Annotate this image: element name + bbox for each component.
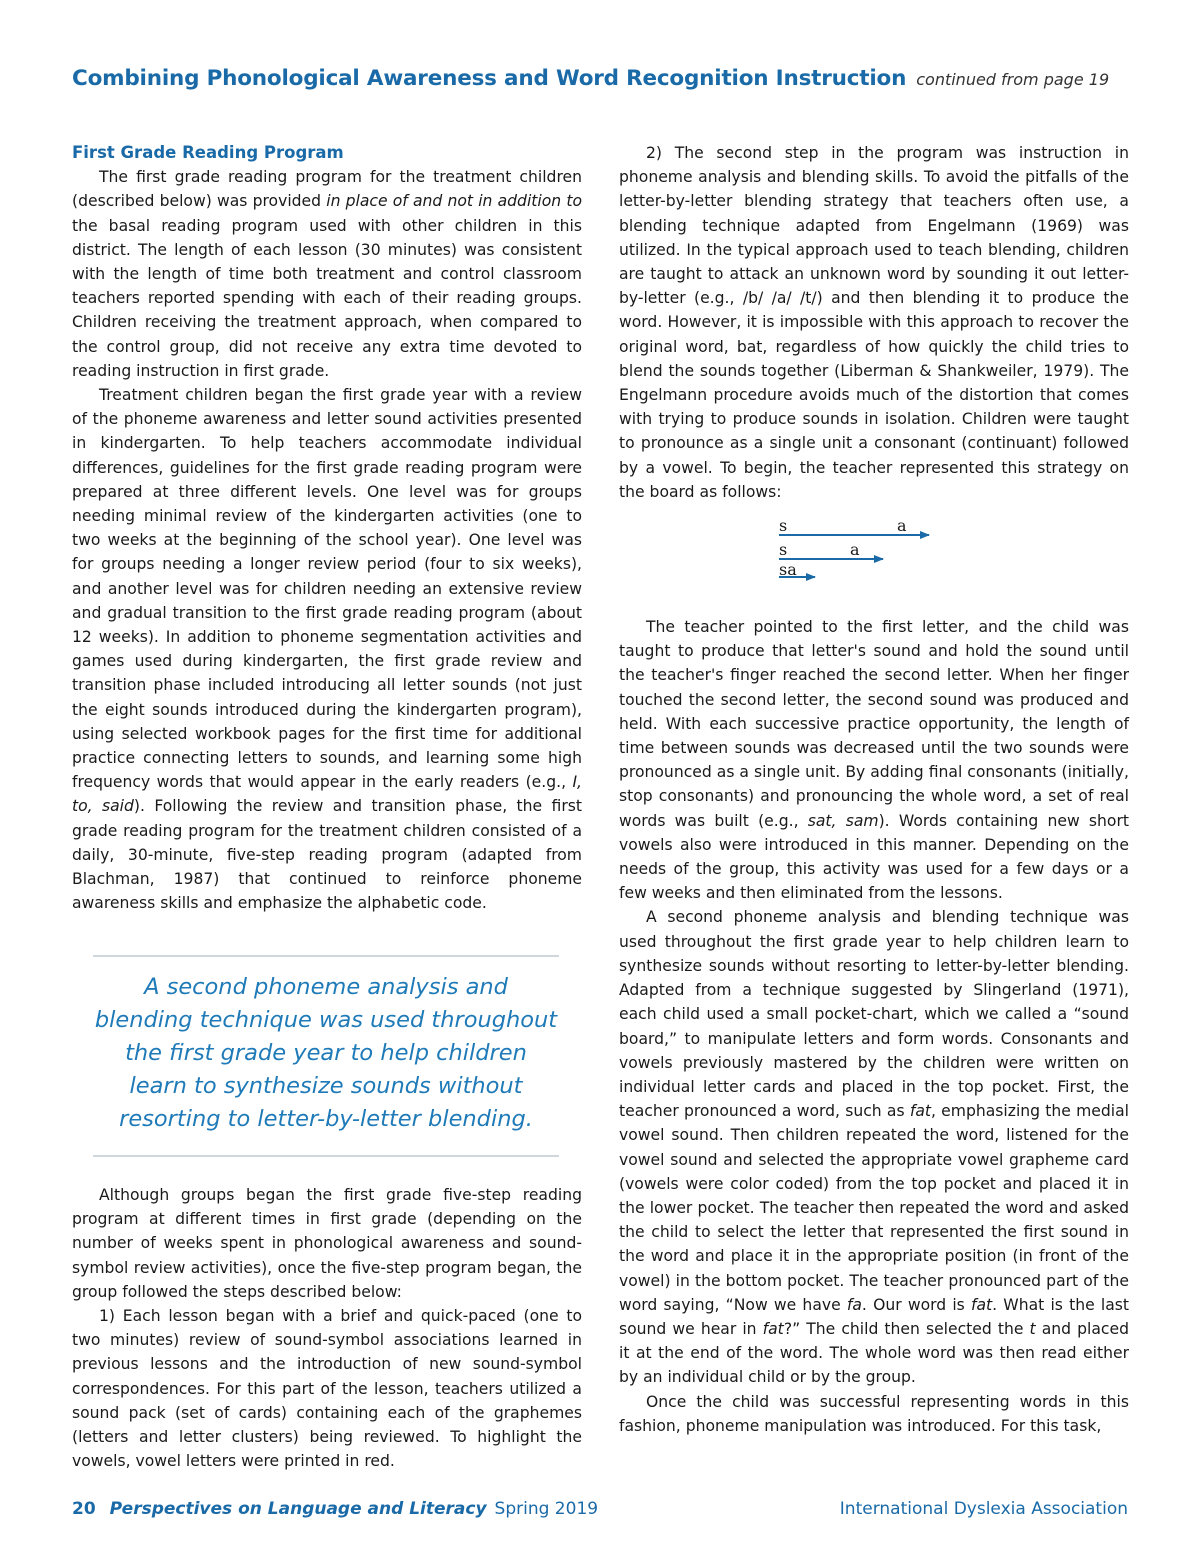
continued-note: continued from page 19 <box>916 70 1110 89</box>
diagram-letter: s <box>779 516 788 535</box>
article-title: Combining Phonological Awareness and Word Recognition Instruction <box>72 66 907 91</box>
text-run: , emphasizing the medial vowel sound. Then children repeated the word, listened for the vowel sound and selected the appropriate vowel grapheme card (vowels were color coded) from the top pocket and placed it in the lower pocket. The teacher then repeated the word and asked the child to select the letter that represented the first sound in the word and place it in the appropriate position (in front of the vowel) in the bottom pocket. The teacher pronounced part of the word saying, “Now we have <box>619 1102 1130 1314</box>
diagram-letter: sa <box>779 560 797 579</box>
blending-diagram <box>775 515 945 587</box>
text-run: ). Words containing new short vowels also were introduced in this manner. Depending on the needs of the group, this activity was used for a few days or a few weeks and then eliminated from the lessons. <box>619 811 1129 903</box>
emphasis-text: fat <box>762 1319 784 1338</box>
page-footer-left <box>72 1499 598 1519</box>
paragraph <box>72 165 582 383</box>
paragraph <box>619 905 1129 1389</box>
text-run: ?” The child then selected the <box>783 1319 1030 1338</box>
paragraph: 1) Each lesson began with a brief and quick-paced (one to two minutes) review of sound-symbol associations learned in previous lessons and the introduction of new sound-symbol correspondences. For this part of the lesson, teachers utilized a sound pack (set of cards) containing each of the graphemes (letters and letter clusters) being reviewed. To highlight the vowels, vowel letters were printed in red. <box>72 1307 582 1471</box>
emphasis-text: fa <box>846 1295 862 1314</box>
emphasis-text: I, to, said <box>72 773 582 816</box>
emphasis-text: fat <box>909 1102 931 1121</box>
left-column-top <box>72 141 582 916</box>
text-run: The first grade reading program for the treatment children (described below) was provided <box>72 168 582 211</box>
emphasis-text: sat, sam <box>807 811 879 830</box>
right-column <box>619 141 1129 1438</box>
diagram-letter: a <box>850 540 860 559</box>
text-run: ). Following the review and transition phase, the first grade reading program for the treatment children consisted of a daily, 30-minute, five-step reading program (adapted from Blachman, 1987) that continued to reinforce phoneme awareness skills and emphasize the alphabetic code. <box>72 797 582 913</box>
text-run: Treatment children began the first grade year with a review of the phoneme awareness and letter sound activities presented in kindergarten. To help teachers accommodate individual differences, guidelines for the first grade reading program were prepared at three different levels. One level was for groups needing minimal review of the kindergarten activities (one to two weeks at the beginning of the school year). One level was for groups needing a longer review period (four to six weeks), and another level was for children needing an extensive review and gradual transition to the first grade reading program (about 12 weeks). In addition to phoneme segmentation activities and games used during kindergarten, the first grade review and transition phase included introducing all letter sounds (not just the eight sounds introduced during the kindergarten program), using selected workbook pages for the first time for additional practice connecting letters to sounds, and learning some high frequency words that would appear in the early readers (e.g., <box>72 386 582 792</box>
pull-quote-text: A second phoneme analysis and blending technique was used throughout the first grade year to help children learn to synthesize sounds without resorting to letter-by-letter blending. <box>94 974 558 1132</box>
left-column-bottom <box>72 1183 582 1473</box>
publisher-name: International Dyslexia Association <box>839 1499 1128 1519</box>
page-header <box>72 66 1109 91</box>
emphasis-text: t <box>1029 1319 1036 1338</box>
diagram-letter: a <box>897 516 907 535</box>
text-run: and placed it at the end of the word. The whole word was then read either by an individual child or by the group. <box>619 1319 1129 1387</box>
text-run: . What is the last sound we hear in <box>619 1295 1129 1338</box>
paragraph: 2) The second step in the program was instruction in phoneme analysis and blending skills. To avoid the pitfalls of the letter-by-letter blending strategy that teachers often use, a blending technique adapted from Engelmann (1969) was utilized. In the typical approach used to teach blending, children are taught to attack an unknown word by sounding it out letter-by-letter (e.g., /b/ /a/ /t/) and then blending it to produce the word. However, it is impossible with this approach to recover the original word, bat, regardless of how quickly the child tries to blend the sounds together (Liberman & Shankweiler, 1979). The Engelmann procedure avoids much of the distortion that comes with trying to produce sounds in isolation. Children were taught to pronounce as a single unit a consonant (continuant) followed by a vowel. To begin, the teacher represented this strategy on the board as follows: <box>619 144 1129 501</box>
emphasis-text: in place of and not in addition to <box>326 192 582 211</box>
text-run: . Our word is <box>861 1295 971 1314</box>
journal-title: Perspectives on Language and Literacy <box>109 1499 487 1519</box>
text-run: The teacher pointed to the first letter, and the child was taught to produce that letter's sound and hold the sound until the teacher's finger reached the second letter. When her finger touched the second letter, the second sound was produced and held. With each successive practice opportunity, the length of time between sounds was decreased until the two sounds were pronounced as a single unit. By adding final consonants (initially, stop consonants) and pronouncing the whole word, a set of real words was built (e.g., <box>619 618 1129 830</box>
page-number: 20 <box>72 1499 96 1519</box>
diagram-letter: s <box>779 540 788 559</box>
paragraph: Once the child was successful representing words in this fashion, phoneme manipulation was introduced. For this task, <box>619 1392 1129 1435</box>
text-run: A second phoneme analysis and blending technique was used throughout the first grade year to help children learn to synthesize sounds without resorting to letter-by-letter blending. Adapted from a technique suggested by Slingerland (1971), each child used a small pocket-chart, which we called a “sound board,” to manipulate letters and form words. Consonants and vowels previously mastered by the children were written on individual letter cards and placed in the top pocket. First, the teacher pronounced a word, such as <box>619 908 1129 1121</box>
paragraph <box>72 383 582 915</box>
section-heading: First Grade Reading Program <box>72 143 344 162</box>
emphasis-text: fat <box>970 1295 993 1314</box>
text-run: the basal reading program used with other children in this district. The length of each lesson (30 minutes) was consistent with the length of time both treatment and control classroom teachers reported spending with each of their reading groups. Children receiving the treatment approach, when compared to the control group, did not receive any extra time devoted to reading instruction in first grade. <box>72 216 582 380</box>
issue-label: Spring 2019 <box>494 1499 599 1519</box>
paragraph: Although groups began the first grade five-step reading program at different times in first grade (depending on the number of weeks spent in phonological awareness and sound-symbol review activities), once the five-step program began, the group followed the steps described below: <box>72 1186 582 1301</box>
pull-quote <box>93 955 559 1157</box>
paragraph <box>619 615 1129 905</box>
